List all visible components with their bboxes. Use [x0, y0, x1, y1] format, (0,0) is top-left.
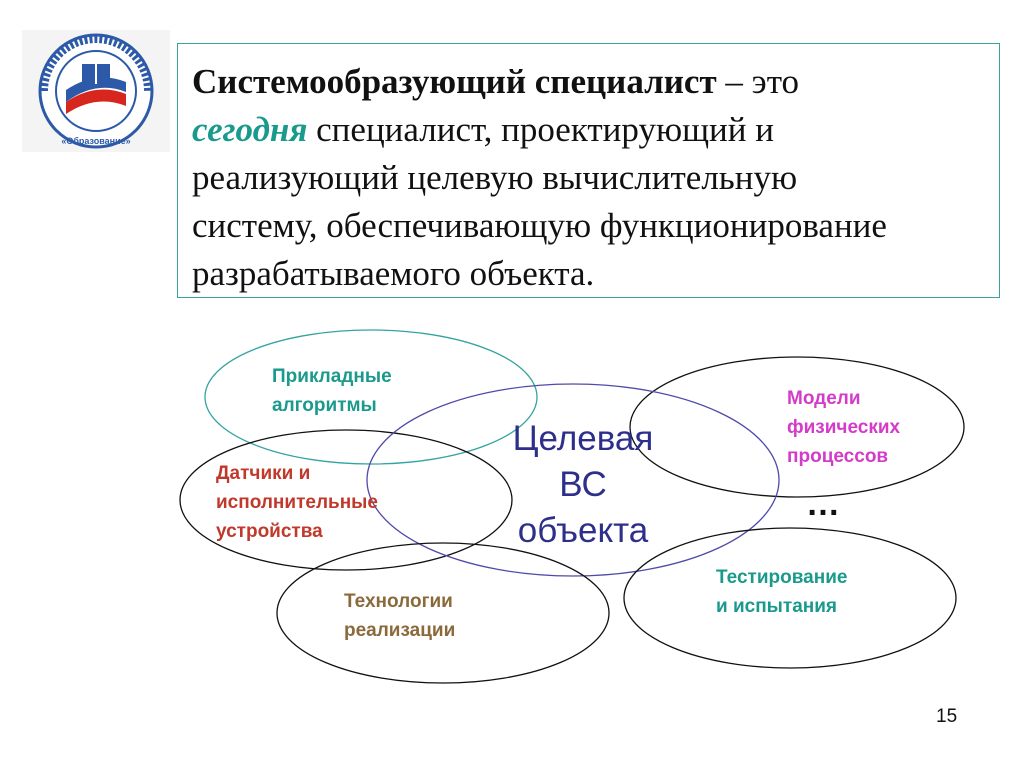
page-number: 15: [936, 706, 958, 727]
definition-line1: специалист, проектирующий и: [307, 110, 774, 149]
definition-accent-word: сегодня: [192, 110, 308, 149]
label-technologies: Технологии реализации: [344, 591, 456, 641]
definition-line3: систему, обеспечивающую функционирование: [192, 206, 887, 245]
label-models: Модели физических процессов: [787, 388, 901, 467]
label-center: Целевая ВС объекта: [512, 419, 654, 550]
definition-line2: реализующий целевую вычислительную: [192, 158, 798, 197]
label-testing: Тестирование и испытания: [716, 567, 848, 617]
definition-line4: разрабатываемого объекта.: [192, 254, 595, 293]
label-sensors: Датчики и исполнительные устройства: [216, 463, 378, 542]
definition-term: Системообразующий специалист: [192, 62, 717, 101]
definition-dash: – это: [716, 62, 800, 101]
label-ellipsis: …: [806, 485, 840, 523]
logo-bottom-text: «Образование»: [61, 136, 131, 146]
label-algorithms: Прикладные алгоритмы: [272, 366, 392, 416]
